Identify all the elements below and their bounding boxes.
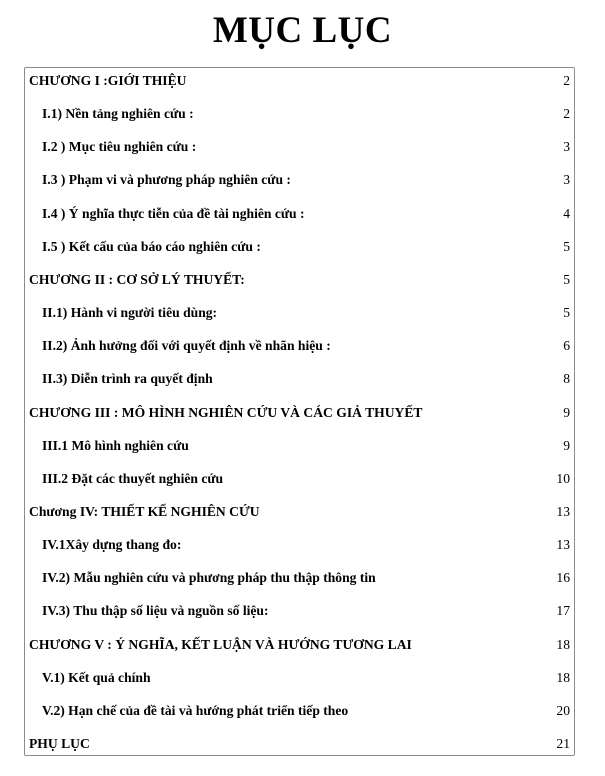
toc-entry-label: II.3) Diễn trình ra quyết định [42, 371, 213, 387]
toc-chapter-entry[interactable] [25, 69, 574, 93]
toc-section-entry[interactable] [25, 533, 574, 557]
toc-page-number: 13 [556, 537, 570, 553]
toc-chapter-entry[interactable] [25, 401, 574, 425]
toc-section-entry[interactable] [25, 135, 574, 159]
table-of-contents [24, 67, 575, 756]
toc-page-number: 18 [556, 636, 570, 652]
toc-page-number: 16 [556, 570, 570, 586]
toc-section-entry[interactable] [25, 566, 574, 590]
toc-section-entry[interactable] [25, 235, 574, 259]
page-title: MỤC LỤC [212, 10, 393, 51]
toc-entry-label: IV.2) Mẫu nghiên cứu và phương pháp thu thập thông tin [42, 570, 376, 586]
toc-entry-label: CHƯƠNG III : MÔ HÌNH NGHIÊN CỨU VÀ CÁC GIẢ THUYẾT [29, 404, 423, 420]
toc-section-entry[interactable] [25, 434, 574, 458]
toc-page-number: 2 [563, 73, 570, 88]
toc-page-number: 4 [563, 205, 570, 221]
toc-entry-label: Chương IV: THIẾT KẾ NGHIÊN CỨU [29, 503, 260, 519]
toc-chapter-entry[interactable] [25, 500, 574, 524]
toc-chapter-entry[interactable] [25, 732, 574, 756]
toc-chapter-entry[interactable] [25, 633, 574, 657]
toc-page-number: 8 [563, 371, 570, 387]
toc-entry-label: I.3 ) Phạm vi và phương pháp nghiên cứu : [42, 172, 291, 188]
toc-entry-label: I.1) Nền tảng nghiên cứu : [42, 106, 194, 122]
toc-entry-label: IV.3) Thu thập số liệu và nguồn số liệu: [42, 603, 269, 619]
toc-page-number: 5 [563, 238, 570, 254]
toc-page-number: 5 [563, 305, 570, 321]
toc-entry-label: III.1 Mô hình nghiên cứu [42, 437, 189, 453]
toc-page-number: 5 [563, 271, 570, 287]
toc-section-entry[interactable] [25, 599, 574, 623]
toc-page-number: 17 [556, 603, 570, 619]
toc-section-entry[interactable] [25, 334, 574, 358]
toc-page-number: 18 [556, 669, 570, 685]
toc-entry-label: I.4 ) Ý nghĩa thực tiễn của đề tài nghiên cứu : [42, 205, 305, 221]
toc-entry-label: I.2 ) Mục tiêu nghiên cứu : [42, 139, 197, 155]
toc-entry-label: CHƯƠNG II : CƠ SỞ LÝ THUYẾT: [29, 271, 245, 287]
toc-entry-label: I.5 ) Kết cấu của báo cáo nghiên cứu : [42, 238, 261, 254]
toc-entry-label: CHƯƠNG I :GIỚI THIỆU [29, 73, 187, 88]
toc-page-number: 9 [563, 437, 570, 453]
toc-section-entry[interactable] [25, 666, 574, 690]
toc-section-entry[interactable] [25, 168, 574, 192]
toc-page-number: 20 [556, 702, 570, 718]
toc-chapter-entry[interactable] [25, 268, 574, 292]
toc-page-number: 3 [563, 139, 570, 155]
toc-page-number: 6 [563, 338, 570, 354]
toc-entry-label: CHƯƠNG V : Ý NGHĨA, KẾT LUẬN VÀ HƯỚNG TƯƠNG LAI [29, 636, 412, 652]
toc-section-entry[interactable] [25, 102, 574, 126]
toc-entry-label: II.1) Hành vi người tiêu dùng: [42, 305, 218, 321]
toc-entry-label: PHỤ LỤC [29, 736, 90, 751]
toc-section-entry[interactable] [25, 699, 574, 723]
toc-entry-label: V.2) Hạn chế của đề tài và hướng phát triển tiếp theo [42, 702, 349, 718]
toc-page-number: 10 [556, 470, 570, 486]
toc-page-number: 3 [563, 172, 570, 188]
toc-section-entry[interactable] [25, 202, 574, 226]
toc-entry-label: II.2) Ảnh hưởng đối với quyết định về nhãn hiệu : [42, 338, 331, 354]
toc-entry-label: V.1) Kết quả chính [42, 669, 151, 685]
toc-page-number: 9 [563, 404, 570, 420]
toc-entry-label: IV.1Xây dựng thang đo: [42, 537, 182, 553]
toc-section-entry[interactable] [25, 367, 574, 391]
toc-section-entry[interactable] [25, 467, 574, 491]
toc-page-number: 13 [556, 503, 570, 519]
toc-page-number: 21 [556, 736, 570, 751]
toc-entry-label: III.2 Đặt các thuyết nghiên cứu [42, 470, 224, 486]
toc-page-number: 2 [563, 106, 570, 122]
toc-section-entry[interactable] [25, 301, 574, 325]
